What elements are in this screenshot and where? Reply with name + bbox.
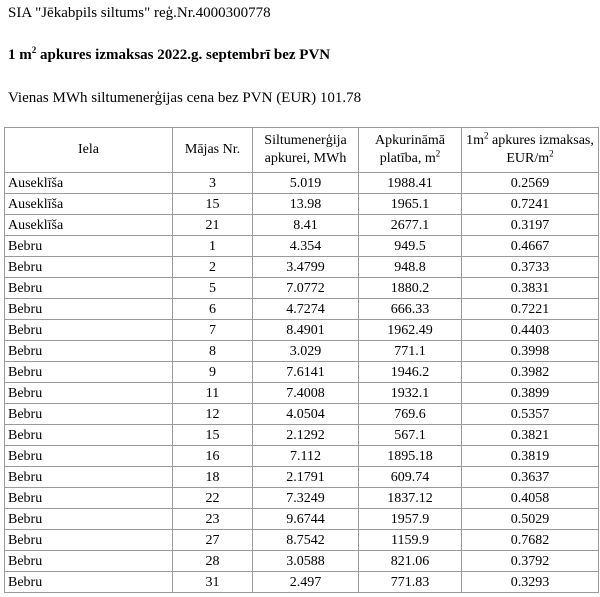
cell-heat-energy: 3.029 bbox=[253, 341, 359, 362]
cell-heated-area: 1957.9 bbox=[359, 509, 462, 530]
table-row bbox=[5, 299, 599, 320]
cell-street: Bebru bbox=[5, 299, 173, 320]
cell-house-number: 15 bbox=[173, 425, 253, 446]
cell-street: Auseklīša bbox=[5, 173, 173, 194]
cell-cost-per-m2: 0.2569 bbox=[462, 173, 599, 194]
cell-cost-per-m2: 0.3831 bbox=[462, 278, 599, 299]
cell-street: Bebru bbox=[5, 446, 173, 467]
cell-heat-energy: 4.7274 bbox=[253, 299, 359, 320]
cell-heat-energy: 8.41 bbox=[253, 215, 359, 236]
cell-street: Auseklīša bbox=[5, 215, 173, 236]
cell-heated-area: 1932.1 bbox=[359, 383, 462, 404]
cell-house-number: 27 bbox=[173, 530, 253, 551]
cell-cost-per-m2: 0.3293 bbox=[462, 572, 599, 593]
table-row bbox=[5, 551, 599, 572]
cell-house-number: 3 bbox=[173, 173, 253, 194]
cell-heated-area: 1965.1 bbox=[359, 194, 462, 215]
cell-house-number: 18 bbox=[173, 467, 253, 488]
table-row bbox=[5, 446, 599, 467]
cell-house-number: 8 bbox=[173, 341, 253, 362]
cell-house-number: 9 bbox=[173, 362, 253, 383]
cell-street: Bebru bbox=[5, 551, 173, 572]
table-body bbox=[5, 173, 599, 593]
cell-street: Bebru bbox=[5, 467, 173, 488]
cell-street: Bebru bbox=[5, 320, 173, 341]
header-cost-rest: apkures izmaksas, EUR/m bbox=[488, 133, 594, 166]
cell-heated-area: 1159.9 bbox=[359, 530, 462, 551]
table-row bbox=[5, 215, 599, 236]
header-cost-text: 1m bbox=[466, 133, 485, 148]
cell-house-number: 5 bbox=[173, 278, 253, 299]
cell-street: Bebru bbox=[5, 362, 173, 383]
cell-heat-energy: 3.4799 bbox=[253, 257, 359, 278]
table-header-row bbox=[5, 128, 599, 173]
cell-heat-energy: 2.1292 bbox=[253, 425, 359, 446]
cell-house-number: 12 bbox=[173, 404, 253, 425]
header-heated-area bbox=[359, 128, 462, 173]
cell-heated-area: 771.83 bbox=[359, 572, 462, 593]
table-row bbox=[5, 467, 599, 488]
cell-house-number: 16 bbox=[173, 446, 253, 467]
cell-heat-energy: 13.98 bbox=[253, 194, 359, 215]
cell-heat-energy: 8.7542 bbox=[253, 530, 359, 551]
table-row bbox=[5, 530, 599, 551]
cell-heat-energy: 7.3249 bbox=[253, 488, 359, 509]
cell-heat-energy: 2.1791 bbox=[253, 467, 359, 488]
cell-house-number: 31 bbox=[173, 572, 253, 593]
header-cost-sup: 2 bbox=[484, 130, 489, 141]
header-house-number: Mājas Nr. bbox=[173, 128, 253, 173]
cell-house-number: 28 bbox=[173, 551, 253, 572]
cell-heated-area: 2677.1 bbox=[359, 215, 462, 236]
header-area-sup: 2 bbox=[435, 148, 441, 159]
cell-house-number: 2 bbox=[173, 257, 253, 278]
cell-heat-energy: 7.112 bbox=[253, 446, 359, 467]
cell-heat-energy: 9.6744 bbox=[253, 509, 359, 530]
cell-heat-energy: 7.0772 bbox=[253, 278, 359, 299]
company-title: SIA "Jēkabpils siltums" reģ.Nr.4000300778 bbox=[8, 5, 271, 21]
table-row bbox=[5, 278, 599, 299]
cell-street: Bebru bbox=[5, 572, 173, 593]
header-heat-energy: Siltumenerģija apkurei, MWh bbox=[253, 128, 359, 173]
cell-cost-per-m2: 0.3733 bbox=[462, 257, 599, 278]
header-street: Iela bbox=[5, 128, 173, 173]
heading-superscript: 2 bbox=[31, 45, 37, 55]
cell-heated-area: 949.5 bbox=[359, 236, 462, 257]
table-row bbox=[5, 236, 599, 257]
cell-house-number: 15 bbox=[173, 194, 253, 215]
cell-cost-per-m2: 0.3998 bbox=[462, 341, 599, 362]
table-row bbox=[5, 572, 599, 593]
cell-cost-per-m2: 0.7221 bbox=[462, 299, 599, 320]
header-area-text: Apkurināmā platība, m bbox=[375, 133, 445, 166]
cell-street: Bebru bbox=[5, 257, 173, 278]
cell-cost-per-m2: 0.3637 bbox=[462, 467, 599, 488]
cell-heated-area: 821.06 bbox=[359, 551, 462, 572]
cell-house-number: 22 bbox=[173, 488, 253, 509]
cell-heat-energy: 8.4901 bbox=[253, 320, 359, 341]
table-row bbox=[5, 362, 599, 383]
cell-street: Auseklīša bbox=[5, 194, 173, 215]
cell-heat-energy: 4.0504 bbox=[253, 404, 359, 425]
heating-cost-table bbox=[4, 127, 599, 593]
table-row bbox=[5, 404, 599, 425]
cell-cost-per-m2: 0.3792 bbox=[462, 551, 599, 572]
table-row bbox=[5, 173, 599, 194]
cell-heated-area: 771.1 bbox=[359, 341, 462, 362]
cell-cost-per-m2: 0.4667 bbox=[462, 236, 599, 257]
table-row bbox=[5, 509, 599, 530]
cell-street: Bebru bbox=[5, 278, 173, 299]
cell-heated-area: 1988.41 bbox=[359, 173, 462, 194]
price-line: Vienas MWh siltumenerģijas cena bez PVN (EUR) 101.78 bbox=[8, 90, 362, 106]
table-row bbox=[5, 341, 599, 362]
table-row bbox=[5, 488, 599, 509]
cell-heated-area: 609.74 bbox=[359, 467, 462, 488]
cell-house-number: 1 bbox=[173, 236, 253, 257]
table-row bbox=[5, 257, 599, 278]
table-row bbox=[5, 383, 599, 404]
header-cost-sup2: 2 bbox=[549, 148, 554, 159]
cell-cost-per-m2: 0.4403 bbox=[462, 320, 599, 341]
cell-heated-area: 1895.18 bbox=[359, 446, 462, 467]
cell-heat-energy: 3.0588 bbox=[253, 551, 359, 572]
cell-cost-per-m2: 0.3197 bbox=[462, 215, 599, 236]
cell-house-number: 7 bbox=[173, 320, 253, 341]
cell-house-number: 11 bbox=[173, 383, 253, 404]
cell-heated-area: 1837.12 bbox=[359, 488, 462, 509]
cell-cost-per-m2: 0.3982 bbox=[462, 362, 599, 383]
cell-street: Bebru bbox=[5, 530, 173, 551]
cell-street: Bebru bbox=[5, 341, 173, 362]
report-heading bbox=[8, 47, 330, 64]
cell-cost-per-m2: 0.3819 bbox=[462, 446, 599, 467]
table-row bbox=[5, 425, 599, 446]
cell-heated-area: 769.6 bbox=[359, 404, 462, 425]
cell-house-number: 21 bbox=[173, 215, 253, 236]
cell-street: Bebru bbox=[5, 425, 173, 446]
cell-heated-area: 1946.2 bbox=[359, 362, 462, 383]
cell-street: Bebru bbox=[5, 488, 173, 509]
cell-heat-energy: 5.019 bbox=[253, 173, 359, 194]
cell-heat-energy: 7.6141 bbox=[253, 362, 359, 383]
cell-street: Bebru bbox=[5, 383, 173, 404]
cell-heat-energy: 2.497 bbox=[253, 572, 359, 593]
cell-heated-area: 948.8 bbox=[359, 257, 462, 278]
heading-rest: apkures izmaksas 2022.g. septembrī bez PVN bbox=[36, 47, 331, 63]
cell-cost-per-m2: 0.5357 bbox=[462, 404, 599, 425]
cell-street: Bebru bbox=[5, 236, 173, 257]
cell-cost-per-m2: 0.4058 bbox=[462, 488, 599, 509]
table-row bbox=[5, 194, 599, 215]
cell-heated-area: 1880.2 bbox=[359, 278, 462, 299]
cell-street: Bebru bbox=[5, 404, 173, 425]
cell-street: Bebru bbox=[5, 509, 173, 530]
cell-heat-energy: 4.354 bbox=[253, 236, 359, 257]
cell-cost-per-m2: 0.7682 bbox=[462, 530, 599, 551]
header-cost-per-m2 bbox=[462, 128, 599, 173]
cell-heated-area: 1962.49 bbox=[359, 320, 462, 341]
cell-cost-per-m2: 0.5029 bbox=[462, 509, 599, 530]
cell-heated-area: 666.33 bbox=[359, 299, 462, 320]
cell-heated-area: 567.1 bbox=[359, 425, 462, 446]
cell-house-number: 6 bbox=[173, 299, 253, 320]
cell-cost-per-m2: 0.7241 bbox=[462, 194, 599, 215]
cell-heat-energy: 7.4008 bbox=[253, 383, 359, 404]
heading-prefix: 1 m bbox=[8, 47, 32, 63]
table-row bbox=[5, 320, 599, 341]
cell-house-number: 23 bbox=[173, 509, 253, 530]
cell-cost-per-m2: 0.3821 bbox=[462, 425, 599, 446]
cell-cost-per-m2: 0.3899 bbox=[462, 383, 599, 404]
